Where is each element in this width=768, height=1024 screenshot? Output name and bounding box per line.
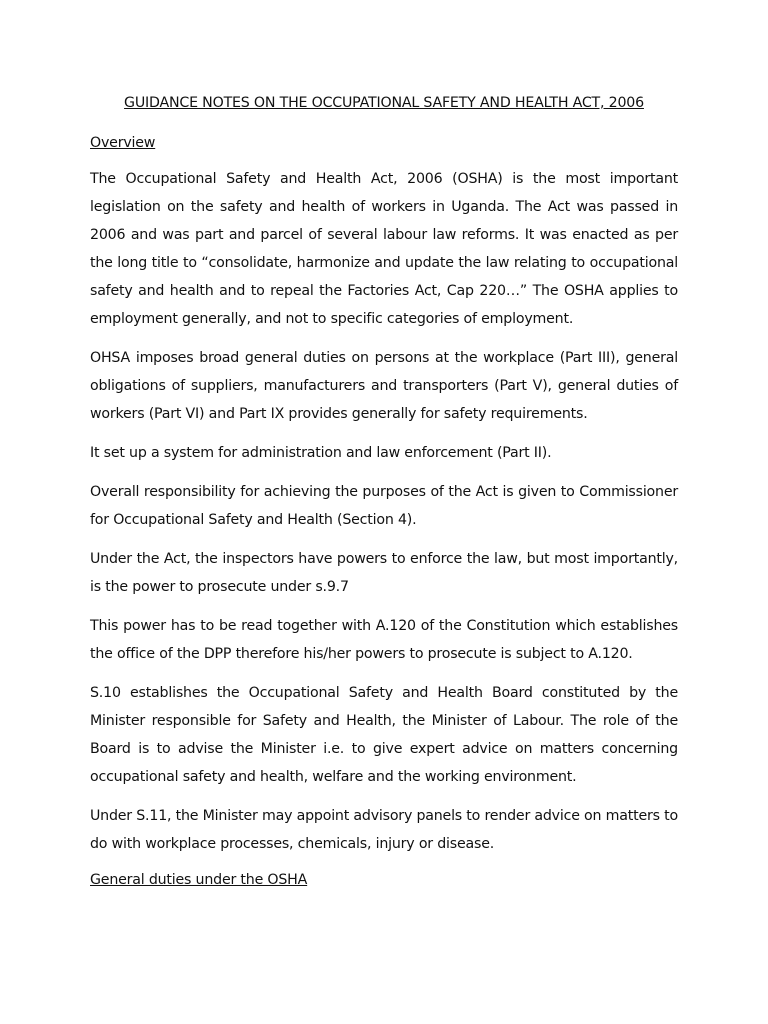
paragraph-board: S.10 establishes the Occupational Safety and Health Board constituted by the Minister responsible for Safety and Health, the Minister of Labour. The role of the Board is to advise the Minister i.e. to give expert advice on matters concerning occupational safety and health, welfare and the working environment.	[90, 685, 678, 785]
paragraph-commissioner: Overall responsibility for achieving the purposes of the Act is given to Commissioner for Occupational Safety and Health (Section 4).	[90, 484, 678, 528]
paragraph-inspectors: Under the Act, the inspectors have powers to enforce the law, but most importantly, is the power to prosecute under s.9.7	[90, 551, 678, 595]
paragraph-administration: It set up a system for administration and law enforcement (Part II).	[90, 445, 552, 461]
paragraph-advisory-panels: Under S.11, the Minister may appoint advisory panels to render advice on matters to do with workplace processes, chemicals, injury or disease.	[90, 808, 678, 852]
overview-heading: Overview	[90, 135, 156, 151]
document-title: GUIDANCE NOTES ON THE OCCUPATIONAL SAFETY AND HEALTH ACT, 2006	[124, 95, 644, 111]
paragraph-general-duties-parts: OHSA imposes broad general duties on persons at the workplace (Part III), general obligations of suppliers, manufacturers and transporters (Part V), general duties of workers (Part VI) and Part IX provides generally for safety requirements.	[90, 350, 678, 422]
document-page	[90, 92, 678, 902]
paragraph-osha-intro: The Occupational Safety and Health Act, 2006 (OSHA) is the most important legislation on the safety and health of workers in Uganda. The Act was passed in 2006 and was part and parcel of several labour law reforms. It was enacted as per the long title to “consolidate, harmonize and update the law relating to occupational safety and health and to repeal the Factories Act, Cap 220…” The OSHA applies to employment generally, and not to specific categories of employment.	[90, 171, 678, 327]
general-duties-heading: General duties under the OSHA	[90, 872, 308, 888]
paragraph-dpp-powers: This power has to be read together with A.120 of the Constitution which establishes the office of the DPP therefore his/her powers to prosecute is subject to A.120.	[90, 618, 678, 662]
